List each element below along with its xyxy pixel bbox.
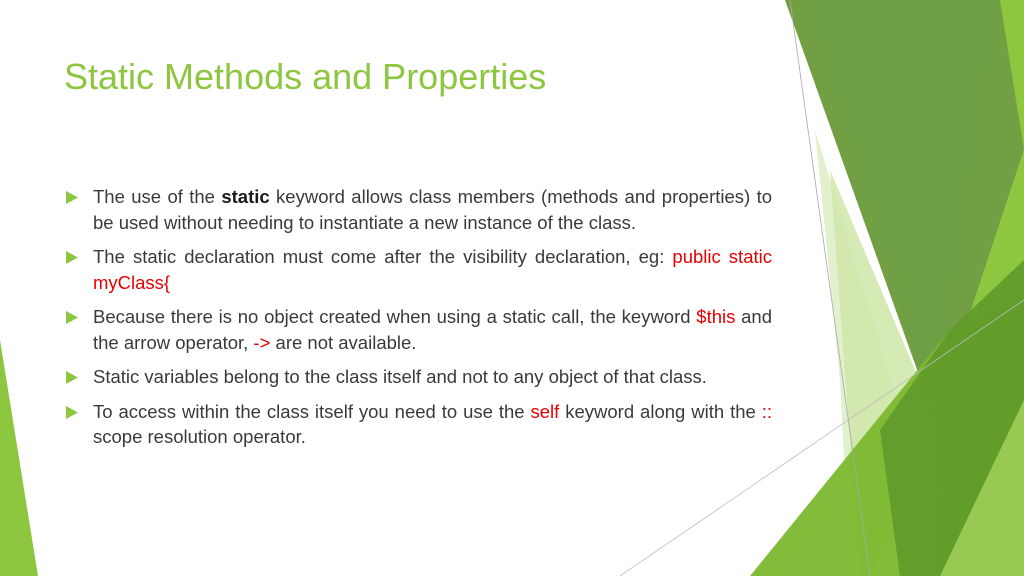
keyword-static: static	[221, 186, 270, 207]
bullet-text: The static declaration must come after the visibility declaration, eg:	[93, 246, 673, 267]
bullet-item	[64, 244, 772, 295]
bullet-text: scope resolution operator.	[93, 426, 306, 447]
code-example: public static myClass{	[93, 246, 772, 293]
bullet-text: keyword along with the	[559, 400, 762, 422]
keyword-self: self	[530, 400, 560, 422]
bullet-arrow-icon	[66, 251, 78, 264]
slide-title: Static Methods and Properties	[64, 56, 547, 97]
bullet-text: are not available.	[270, 331, 417, 353]
bullet-text: keyword allows class members (methods and properties) to be used without needing to instantiate a new instance of the class.	[93, 186, 773, 233]
bullet-text: and the arrow operator,	[93, 306, 772, 353]
bullet-item	[64, 304, 772, 355]
bullet-arrow-icon	[66, 311, 78, 324]
keyword-arrow-operator: ->	[253, 331, 271, 353]
bullet-text: The use of the	[93, 186, 222, 207]
bullet-item	[64, 399, 772, 450]
bullet-arrow-icon	[66, 371, 78, 384]
bullet-item	[64, 184, 772, 235]
bullet-list	[64, 184, 772, 459]
bullet-arrow-icon	[66, 191, 78, 204]
keyword-scope-operator: ::	[761, 400, 772, 422]
left-green-sliver	[0, 340, 38, 576]
bullet-text: To access within the class itself you need to use the	[93, 400, 531, 422]
bullet-text: Because there is no object created when using a static call, the keyword	[93, 306, 697, 327]
bullet-arrow-icon	[66, 406, 78, 419]
bullet-item	[64, 364, 772, 390]
bullet-text: Static variables belong to the class itself and not to any object of that class.	[93, 366, 707, 387]
keyword-this: $this	[696, 306, 736, 327]
